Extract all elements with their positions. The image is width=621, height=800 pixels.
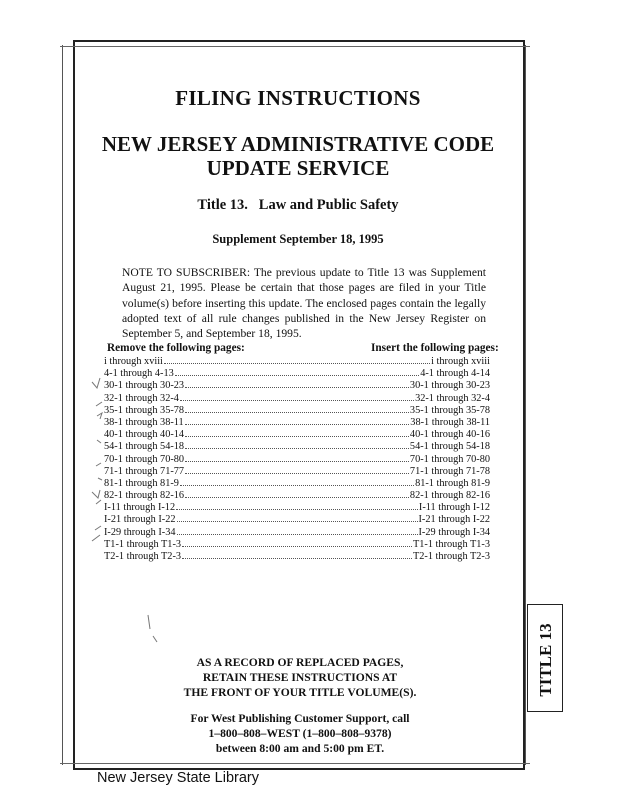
remove-pages: I-11 through I-12 (104, 502, 176, 514)
insert-pages: I-21 through I-22 (418, 514, 490, 526)
remove-pages: 38-1 through 38-11 (104, 416, 184, 428)
support-line: between 8:00 am and 5:00 pm ET. (215, 742, 385, 755)
remove-pages: 82-1 through 82-16 (104, 490, 185, 502)
right-rule (525, 45, 526, 765)
dot-leader (185, 496, 409, 498)
insert-pages: 38-1 through 38-11 (410, 416, 490, 428)
record-notice (150, 655, 450, 700)
table-row (104, 405, 490, 417)
remove-pages: 30-1 through 30-23 (104, 380, 185, 392)
title-tab-label (533, 612, 559, 708)
table-row (104, 417, 490, 429)
supplement-date: Supplement September 18, 1995 (212, 232, 384, 246)
remove-pages: 4-1 through 4-13 (104, 368, 174, 380)
remove-pages: T1-1 through T1-3 (104, 538, 182, 550)
customer-support (150, 711, 450, 756)
dot-leader (185, 435, 409, 437)
dot-leader (185, 460, 409, 462)
remove-pages: i through xviii (104, 356, 163, 367)
dot-leader (180, 484, 414, 486)
table-row (104, 551, 490, 563)
remove-pages: 71-1 through 71-77 (104, 465, 185, 477)
insert-pages: 81-1 through 81-9 (415, 477, 490, 489)
dot-leader (185, 472, 409, 474)
remove-pages: 40-1 through 40-14 (104, 429, 185, 441)
record-line: RETAIN THESE INSTRUCTIONS AT (202, 671, 398, 684)
table-row (104, 490, 490, 502)
table-row (104, 356, 490, 368)
table-row (104, 380, 490, 392)
insert-header: Insert the following pages: (371, 342, 499, 354)
insert-pages: 82-1 through 82-16 (409, 490, 490, 502)
table-row (104, 393, 490, 405)
table-row (104, 441, 490, 453)
table-row (104, 466, 490, 478)
table-row (104, 539, 490, 551)
insert-pages: 40-1 through 40-16 (409, 429, 490, 441)
dot-leader (164, 362, 430, 364)
table-row (104, 502, 490, 514)
insert-pages: 71-1 through 71-78 (409, 465, 490, 477)
support-line: For West Publishing Customer Support, call (190, 712, 410, 725)
dot-leader (185, 411, 409, 413)
remove-pages: I-29 through I-34 (104, 526, 176, 538)
subtitle-line-2: UPDATE SERVICE (206, 156, 390, 180)
left-rule (62, 45, 63, 765)
dot-leader (177, 520, 418, 522)
remove-pages: 54-1 through 54-18 (104, 441, 185, 453)
library-stamp: New Jersey State Library (97, 770, 259, 786)
remove-pages: 81-1 through 81-9 (104, 477, 179, 489)
table-row (104, 429, 490, 441)
dot-leader (185, 423, 410, 425)
dot-leader (175, 374, 419, 376)
table-row (104, 514, 490, 526)
title-tab-text: TITLE 13 (536, 623, 555, 697)
table-row (104, 478, 490, 490)
insert-pages: i through xviii (431, 356, 490, 367)
remove-pages: T2-1 through T2-3 (104, 551, 182, 562)
bottom-rule (60, 763, 530, 764)
table-row (104, 368, 490, 380)
subtitle-line-1: NEW JERSEY ADMINISTRATIVE CODE (101, 132, 495, 156)
dot-leader (176, 508, 418, 510)
filing-table (104, 356, 490, 563)
dot-leader (180, 399, 414, 401)
record-line: THE FRONT OF YOUR TITLE VOLUME(S). (183, 686, 417, 699)
dot-leader (185, 447, 409, 449)
dot-leader (177, 533, 418, 535)
insert-pages: 4-1 through 4-14 (420, 368, 490, 380)
top-rule (60, 46, 530, 47)
document-subtitle (78, 132, 518, 180)
remove-pages: 70-1 through 70-80 (104, 453, 185, 465)
dot-leader (185, 386, 409, 388)
document-title: FILING INSTRUCTIONS (175, 86, 421, 110)
insert-pages: 32-1 through 32-4 (415, 392, 490, 404)
table-row (104, 527, 490, 539)
remove-pages: 32-1 through 32-4 (104, 392, 179, 404)
insert-pages: I-11 through I-12 (418, 502, 490, 514)
title-heading: Title 13. Law and Public Safety (197, 197, 399, 213)
insert-pages: T1-1 through T1-3 (412, 538, 490, 550)
subscriber-note: NOTE TO SUBSCRIBER: The previous update to Title 13 was Supplement August 21, 1995. Please be certain that those pages are filed in your Title volume(s) before inserting this update. The enclosed pages contain the legally adopted text of all rule changes published in the New Jersey Register on September 5, and September 18, 1995. (122, 266, 486, 341)
remove-pages: 35-1 through 35-78 (104, 404, 185, 416)
insert-pages: T2-1 through T2-3 (412, 551, 490, 562)
insert-pages: I-29 through I-34 (418, 526, 490, 538)
table-row (104, 454, 490, 466)
dot-leader (182, 557, 412, 559)
support-line: 1–800–808–WEST (1–800–808–9378) (208, 727, 392, 740)
dot-leader (182, 545, 412, 547)
remove-header: Remove the following pages: (107, 342, 245, 354)
insert-pages: 30-1 through 30-23 (409, 380, 490, 392)
insert-pages: 70-1 through 70-80 (409, 453, 490, 465)
remove-pages: I-21 through I-22 (104, 514, 176, 526)
insert-pages: 35-1 through 35-78 (409, 404, 490, 416)
record-line: AS A RECORD OF REPLACED PAGES, (196, 656, 404, 669)
insert-pages: 54-1 through 54-18 (409, 441, 490, 453)
